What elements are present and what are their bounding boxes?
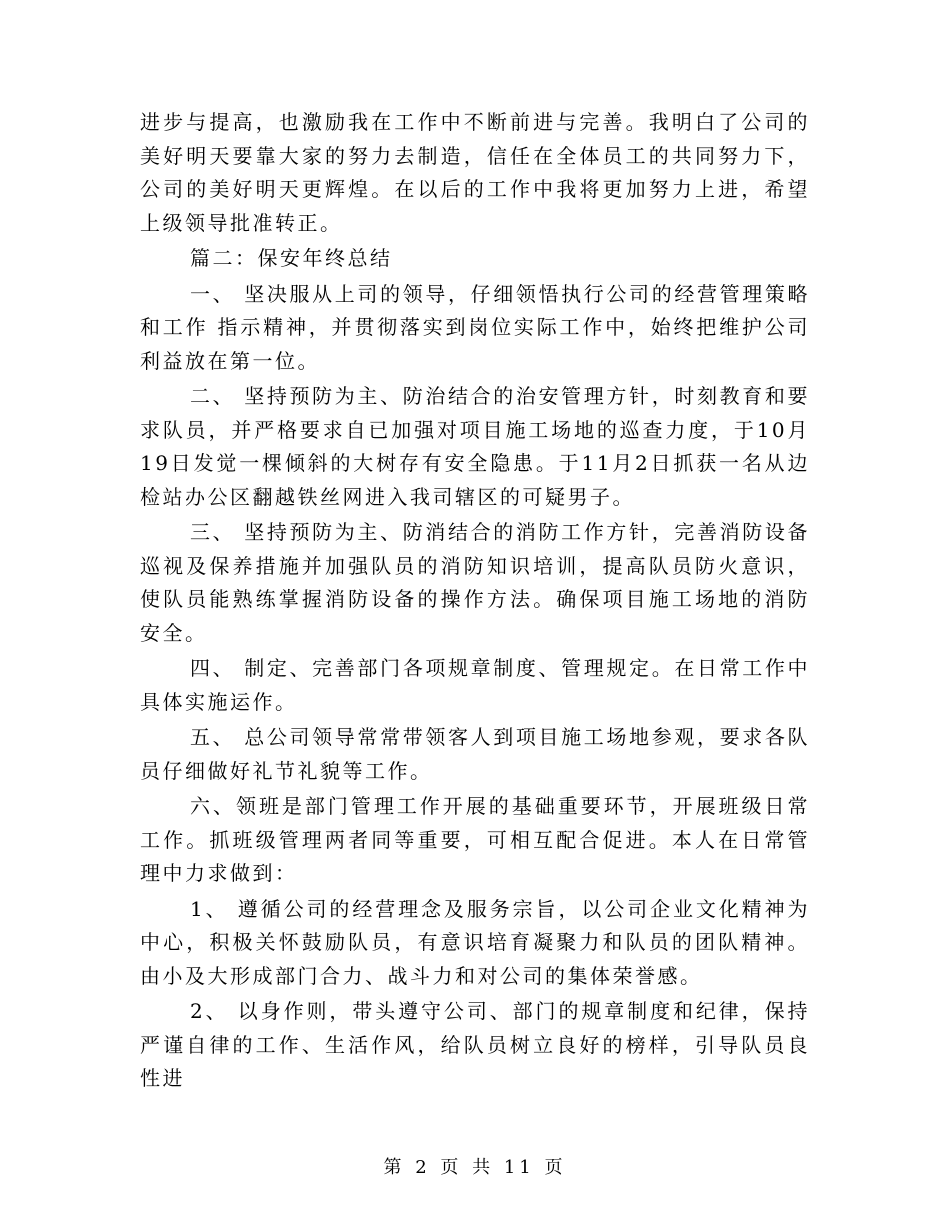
paragraph-continuation: 进步与提高，也激励我在工作中不断前进与完善。我明白了公司的美好明天要靠大家的努力去制造，信任在全体员工的共同努力下，公司的美好明天更辉煌。在以后的工作中我将更加努力上进，希望上级领导批准转正。 <box>140 110 810 235</box>
section-heading: 篇二：保安年终总结 <box>190 246 393 270</box>
document-body <box>140 106 810 1096</box>
paragraph-item-2: 二、 坚持预防为主、防治结合的治安管理方针，时刻教育和要求队员，并严格要求自已加强对项目施工场地的巡查力度，于10月19日发觉一棵倾斜的大树存有安全隐患。于11月2日抓获一名从边检站办公区翻越铁丝网进入我司辖区的可疑男子。 <box>140 384 810 509</box>
paragraph-item-4: 四、 制定、完善部门各项规章制度、管理规定。在日常工作中具体实施运作。 <box>140 656 810 714</box>
paragraph-item-1: 一、 坚决服从上司的领导，仔细领悟执行公司的经营管理策略和工作 指示精神，并贯彻落实到岗位实际工作中，始终把维护公司利益放在第一位。 <box>140 281 810 373</box>
paragraph-item-3: 三、 坚持预防为主、防消结合的消防工作方针，完善消防设备巡视及保养措施并加强队员的消防知识培训，提高队员防火意识，使队员能熟练掌握消防设备的操作方法。确保项目施工场地的消防安全。 <box>140 520 810 645</box>
paragraph-subitem-1: 1、 遵循公司的经营理念及服务宗旨，以公司企业文化精神为中心，积极关怀鼓励队员，有意识培育凝聚力和队员的团队精神。由小及大形成部门合力、战斗力和对公司的集体荣誉感。 <box>140 896 810 988</box>
paragraph-item-6: 六、领班是部门管理工作开展的基础重要环节，开展班级日常工作。抓班级管理两者同等重要，可相互配合促进。本人在日常管理中力求做到： <box>140 794 810 885</box>
paragraph-item-5: 五、 总公司领导常常带领客人到项目施工场地参观，要求各队员仔细做好礼节礼貌等工作。 <box>140 725 810 783</box>
page-number-footer: 第 2 页 共 11 页 <box>383 1157 567 1178</box>
paragraph-subitem-2: 2、 以身作则，带头遵守公司、部门的规章制度和纪律，保持严谨自律的工作、生活作风，给队员树立良好的榜样，引导队员良性进 <box>140 999 810 1090</box>
